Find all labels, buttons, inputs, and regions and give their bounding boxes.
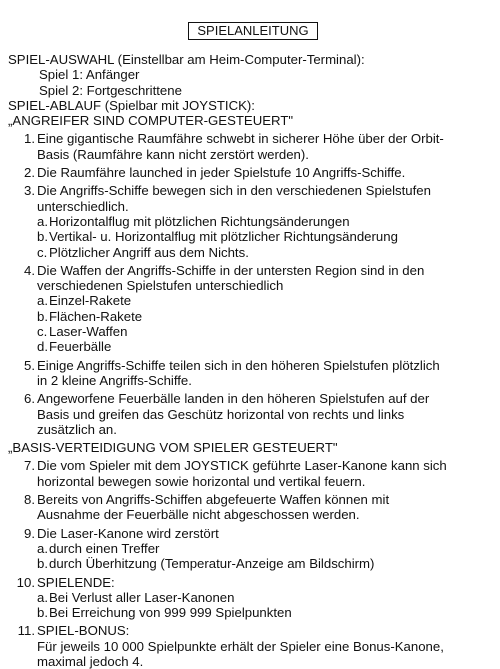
item-text-line: verschiedenen Spielstufen unterschiedlich: [37, 278, 284, 294]
item-number: 2.: [24, 165, 35, 181]
sub-item-letter: a.: [37, 589, 48, 605]
sub-item-text: Bei Verlust aller Laser-Kanonen: [49, 589, 235, 605]
sub-item-letter: b.: [37, 605, 48, 621]
item-text-line: Ausnahme der Feuerbälle nicht abgeschossen werden.: [37, 507, 360, 523]
sub-item: [37, 541, 494, 556]
item-body: [37, 623, 494, 669]
sub-item-letter: a.: [37, 213, 48, 229]
list-item: [8, 165, 494, 180]
item-text-line: Eine gigantische Raumfähre schwebt in sicherer Höhe über der Orbit-: [37, 131, 444, 147]
item-body: [37, 183, 494, 259]
sub-item-text: Laser-Waffen: [49, 324, 128, 340]
list-item: [8, 623, 494, 669]
list-item: [8, 263, 494, 355]
item-body: [37, 575, 494, 621]
list-item: [8, 575, 494, 621]
option-beginner: Spiel 1: Anfänger: [39, 67, 140, 83]
item-text-line: Die Waffen der Angriffs-Schiffe in der untersten Region sind in den: [37, 262, 425, 278]
sub-item: [37, 293, 494, 308]
item-text-line: Einige Angriffs-Schiffe teilen sich in den höheren Spielstufen plötzlich: [37, 357, 440, 373]
sub-item-letter: b.: [37, 229, 48, 245]
item-number: 10.: [16, 574, 35, 590]
sub-item-text: Horizontalflug mit plötzlichen Richtungsänderungen: [49, 213, 350, 229]
item-text-line: Bereits von Angriffs-Schiffen abgefeuerte Waffen können mit: [37, 492, 390, 508]
sub-item-text: durch Überhitzung (Temperatur-Anzeige am Bildschirm): [49, 556, 375, 572]
item-text-line: zusätzlich an.: [37, 421, 117, 437]
item-text-line: Die vom Spieler mit dem JOYSTICK geführte Laser-Kanone kann sich: [37, 458, 447, 474]
item-text-line: Die Laser-Kanone wird zerstört: [37, 525, 219, 541]
list-item: [8, 526, 494, 572]
sub-item-letter: c.: [37, 244, 48, 260]
list-item: [8, 358, 494, 389]
instructions-content: [8, 52, 494, 669]
item-number: 4.: [24, 262, 35, 278]
sub-item-letter: d.: [37, 339, 48, 355]
sub-item-letter: b.: [37, 308, 48, 324]
section-attackers-heading: „ANGREIFER SIND COMPUTER-GESTEUERT": [8, 113, 294, 129]
sub-item: [37, 229, 494, 244]
sub-item-text: durch einen Treffer: [49, 540, 160, 556]
item-text-line: Die Angriffs-Schiffe bewegen sich in den verschiedenen Spielstufen: [37, 183, 431, 199]
sub-item-letter: b.: [37, 556, 48, 572]
sub-item-letter: c.: [37, 324, 48, 340]
sub-item-text: Feuerbälle: [49, 339, 112, 355]
item-body: [37, 165, 494, 180]
item-text-line: SPIEL-BONUS:: [37, 623, 130, 639]
item-number: 7.: [24, 458, 35, 474]
item-body: [37, 131, 494, 162]
item-text-line: SPIELENDE:: [37, 574, 115, 590]
list-item: [8, 458, 494, 489]
sub-item: [37, 214, 494, 229]
sub-item-text: Einzel-Rakete: [49, 293, 132, 309]
item-number: 1.: [24, 131, 35, 147]
item-body: [37, 391, 494, 437]
sub-item: [37, 605, 494, 620]
item-number: 9.: [24, 525, 35, 541]
section-defense-heading: „BASIS-VERTEIDIGUNG VOM SPIELER GESTEUERT": [8, 440, 338, 456]
sub-item-text: Flächen-Rakete: [49, 308, 143, 324]
sub-item-text: Plötzlicher Angriff aus dem Nichts.: [49, 244, 249, 260]
sub-item: [37, 309, 494, 324]
item-body: [37, 358, 494, 389]
item-text-line: horizontal bewegen sowie horizontal und vertikal feuern.: [37, 473, 366, 489]
sub-item: [37, 339, 494, 354]
item-text-line: Angeworfene Feuerbälle landen in den höheren Spielstufen auf der: [37, 391, 430, 407]
sub-item: [37, 245, 494, 260]
item-number: 5.: [24, 357, 35, 373]
item-text-line: unterschiedlich.: [37, 198, 129, 214]
list-item: [8, 183, 494, 259]
list-item: [8, 492, 494, 523]
sub-item: [37, 324, 494, 339]
option-advanced: Spiel 2: Fortgeschrittene: [39, 82, 182, 98]
list-item: [8, 131, 494, 162]
auswahl-heading: SPIEL-AUSWAHL (Einstellbar am Heim-Computer-Terminal):: [8, 52, 365, 67]
item-body: [37, 492, 494, 523]
list-item: [8, 391, 494, 437]
sub-item-text: Vertikal- u. Horizontalflug mit plötzlicher Richtungsänderung: [49, 229, 398, 245]
sub-item: [37, 556, 494, 571]
sub-item: [37, 590, 494, 605]
item-text-line: maximal jedoch 4.: [37, 653, 144, 669]
page-title: SPIELANLEITUNG: [188, 22, 318, 40]
item-text-line: Basis (Raumfähre kann nicht zerstört werden).: [37, 146, 309, 162]
sub-item-letter: a.: [37, 293, 48, 309]
item-text-line: in 2 kleine Angriffs-Schiffe.: [37, 372, 192, 388]
item-text-line: Für jeweils 10 000 Spielpunkte erhält der Spieler eine Bonus-Kanone,: [37, 638, 444, 654]
ablauf-heading: SPIEL-ABLAUF (Spielbar mit JOYSTICK):: [8, 97, 255, 113]
item-text-line: Basis und greifen das Geschütz horizontal von rechts und links: [37, 406, 405, 422]
section-defense-list: [8, 458, 494, 669]
item-number: 11.: [17, 623, 35, 639]
item-number: 6.: [24, 391, 35, 407]
item-text-line: Die Raumfähre launched in jeder Spielstufe 10 Angriffs-Schiffe.: [37, 165, 406, 181]
item-body: [37, 263, 494, 355]
item-body: [37, 526, 494, 572]
item-body: [37, 458, 494, 489]
item-number: 3.: [24, 183, 35, 199]
section-attackers-list: [8, 131, 494, 437]
sub-item-text: Bei Erreichung von 999 999 Spielpunkten: [49, 605, 292, 621]
sub-item-letter: a.: [37, 540, 48, 556]
item-number: 8.: [24, 492, 35, 508]
